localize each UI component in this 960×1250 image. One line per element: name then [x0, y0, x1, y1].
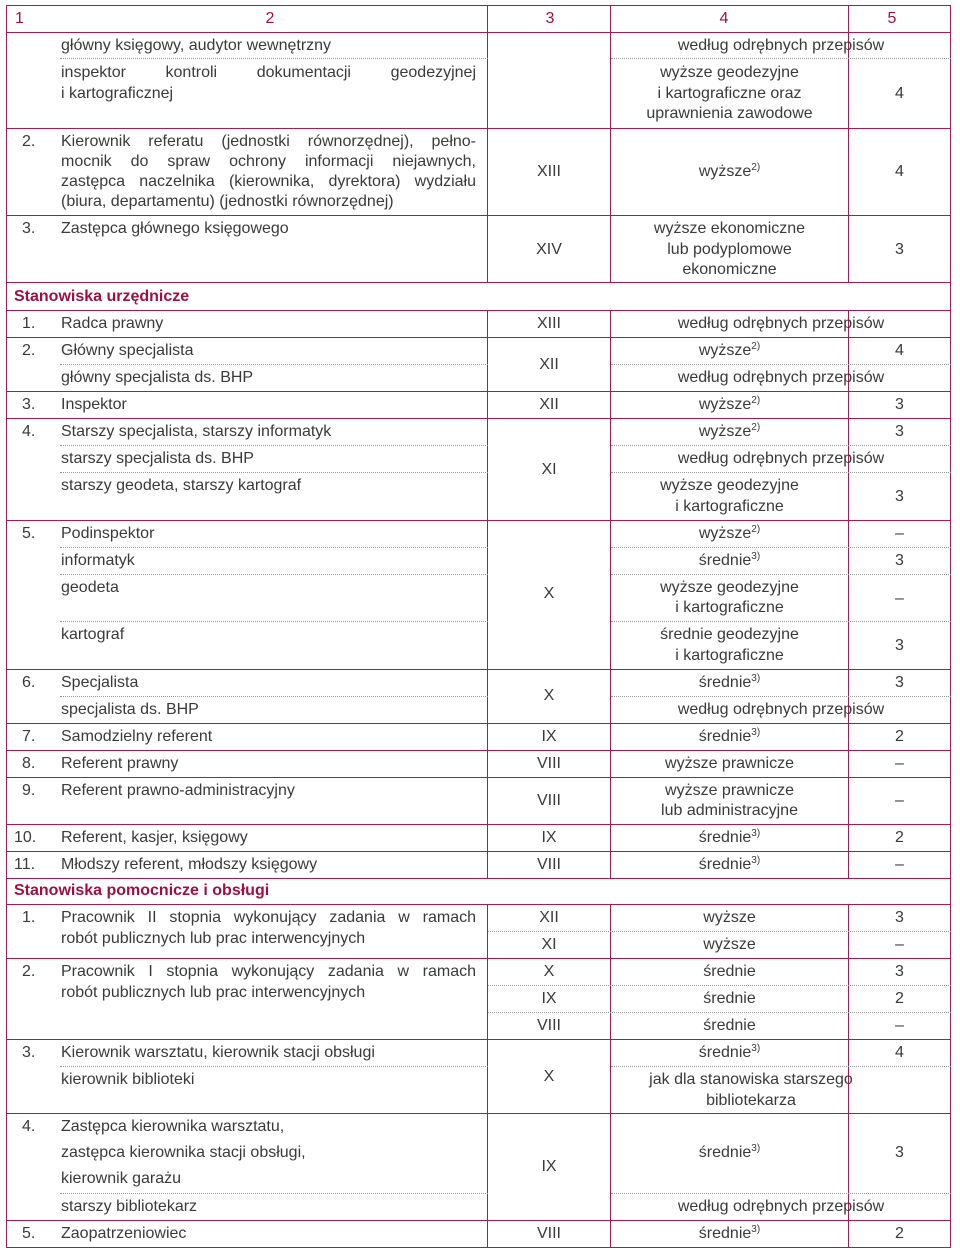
salary-category: VIII — [536, 856, 561, 873]
requirements: średnie — [703, 963, 756, 980]
requirements: średnie$^{3)}$ — [698, 828, 761, 846]
position-name: kierownik garażu — [61, 1170, 182, 1187]
salary-category: XII — [539, 356, 559, 373]
row-number: 8. — [22, 755, 36, 772]
position-name: robót publicznych lub prac interwencyjnych — [61, 930, 366, 947]
row-number: 10. — [14, 829, 37, 846]
position-name: Starszy specjalista, starszy informatyk — [61, 423, 332, 440]
position-name: Inspektor — [61, 396, 127, 413]
dotted-separator — [611, 58, 951, 59]
experience-years: 4 — [895, 342, 904, 359]
experience-years: 2 — [895, 990, 904, 1007]
row-number: 6. — [22, 674, 36, 691]
requirements: wyższe — [703, 936, 756, 953]
position-name: Specjalista — [61, 674, 139, 691]
requirements: wyższe geodezyjne — [660, 477, 799, 494]
table-border-top — [6, 5, 951, 6]
position-name: Referent prawny — [61, 755, 179, 772]
position-name: geodeta — [61, 579, 119, 596]
position-name: zastępca naczelnika (kierownika, dyrektora) wydziału — [61, 173, 476, 190]
dotted-separator — [611, 547, 951, 548]
experience-years: – — [895, 792, 904, 809]
row-number: 1. — [22, 315, 36, 332]
position-name: zastępca kierownika stacji obsługi, — [61, 1144, 306, 1161]
row-number: 4. — [22, 423, 36, 440]
requirements: według odrębnych przepisów — [677, 369, 885, 386]
row-border — [6, 723, 951, 724]
position-name: (biura, departamentu) (jednostki równorzędnej) — [61, 193, 394, 210]
salary-category: XIII — [536, 163, 561, 180]
salary-category: XII — [539, 396, 559, 413]
requirements: średnie$^{3)}$ — [698, 727, 761, 745]
position-name: Pracownik II stopnia wykonujący zadania w ramach — [61, 909, 476, 926]
position-name: inspektor kontroli dokumentacji geodezyjnej — [61, 64, 476, 81]
requirements: wyższe prawnicze — [665, 755, 794, 772]
column-header-1: 1 — [15, 10, 24, 27]
section-heading: Stanowiska urzędnicze — [14, 288, 190, 305]
requirements: wyższe prawnicze — [665, 782, 794, 799]
salary-category: IX — [541, 990, 557, 1007]
requirements: według odrębnych przepisów — [677, 450, 885, 467]
dotted-separator — [611, 364, 951, 365]
requirements: wyższe geodezyjne — [660, 579, 799, 596]
position-name: informatyk — [61, 552, 135, 569]
requirements: bibliotekarza — [706, 1092, 796, 1109]
requirements: i kartograficzne — [675, 498, 784, 515]
row-border — [6, 669, 951, 670]
experience-years: – — [895, 590, 904, 607]
dotted-separator — [611, 1066, 951, 1067]
column-header-5: 5 — [887, 10, 897, 27]
dotted-separator — [611, 472, 951, 473]
position-name: Główny specjalista — [61, 342, 194, 359]
row-border — [6, 824, 951, 825]
salary-category: XI — [541, 461, 557, 478]
row-number: 3. — [22, 220, 36, 237]
row-border — [6, 750, 951, 751]
position-name: starszy geodeta, starszy kartograf — [61, 477, 302, 494]
salary-category: X — [543, 687, 555, 704]
dotted-separator — [611, 1193, 951, 1194]
requirements: wyższe$^{2)}$ — [698, 395, 761, 413]
position-name: Młodszy referent, młodszy księgowy — [61, 856, 318, 873]
requirements: lub administracyjne — [661, 802, 798, 819]
row-border — [6, 851, 951, 852]
dotted-separator — [611, 445, 951, 446]
salary-category: XI — [541, 936, 557, 953]
requirements: średnie$^{3)}$ — [698, 1043, 761, 1061]
experience-years: 4 — [895, 1044, 904, 1061]
requirements: średnie — [703, 1017, 756, 1034]
salary-category: IX — [541, 829, 557, 846]
column-header-4: 4 — [719, 10, 729, 27]
position-name: Samodzielny referent — [61, 728, 213, 745]
requirements: wyższe ekonomiczne — [653, 220, 806, 237]
section-heading: Stanowiska pomocnicze i obsługi — [14, 882, 270, 899]
position-name: główny specjalista ds. BHP — [61, 369, 254, 386]
section-border — [6, 904, 951, 905]
dotted-separator — [60, 621, 488, 622]
dotted-separator — [488, 931, 951, 932]
table-border-left — [6, 5, 7, 1247]
dotted-separator — [60, 364, 488, 365]
experience-years: 3 — [895, 909, 904, 926]
section-border — [6, 215, 951, 216]
requirements: według odrębnych przepisów — [677, 701, 885, 718]
experience-years: 3 — [895, 1144, 904, 1161]
requirements: jak dla stanowiska starszego — [649, 1071, 853, 1088]
dotted-separator — [60, 1193, 488, 1194]
position-name: główny księgowy, audytor wewnętrzny — [61, 37, 332, 54]
section-border — [6, 282, 951, 283]
position-name: Zaopatrzeniowiec — [61, 1225, 187, 1242]
requirements: według odrębnych przepisów — [677, 315, 885, 332]
experience-years: – — [895, 856, 904, 873]
section-border — [6, 128, 951, 129]
requirements: wyższe$^{2)}$ — [698, 422, 761, 440]
experience-years: 3 — [895, 674, 904, 691]
row-number: 2. — [22, 342, 36, 359]
dotted-separator — [60, 1066, 488, 1067]
requirements: średnie$^{3)}$ — [698, 673, 761, 691]
position-name: Kierownik referatu (jednostki równorzędnej), pełno- — [61, 133, 476, 150]
requirements: średnie$^{3)}$ — [698, 1143, 761, 1161]
requirements: i kartograficzne — [675, 647, 784, 664]
requirements: średnie$^{3)}$ — [698, 855, 761, 873]
row-border — [6, 391, 951, 392]
requirements: wyższe geodezyjne — [660, 64, 799, 81]
position-name: Radca prawny — [61, 315, 164, 332]
requirements: średnie — [703, 990, 756, 1007]
salary-category: XIII — [536, 315, 561, 332]
dotted-separator — [60, 58, 488, 59]
table-border-bottom — [6, 1247, 951, 1248]
row-number: 2. — [22, 133, 36, 150]
row-number: 11. — [14, 856, 36, 873]
column-header-3: 3 — [545, 10, 555, 27]
requirements: i kartograficzne oraz — [657, 85, 802, 102]
row-number: 3. — [22, 396, 36, 413]
dotted-separator — [611, 621, 951, 622]
dotted-separator — [611, 574, 951, 575]
row-number: 4. — [22, 1118, 36, 1135]
salary-category: XIV — [536, 241, 562, 258]
dotted-separator — [60, 547, 488, 548]
column-header-2: 2 — [265, 10, 275, 27]
requirements: według odrębnych przepisów — [677, 1198, 885, 1215]
experience-years: 3 — [895, 552, 904, 569]
experience-years: 3 — [895, 241, 904, 258]
section-border — [6, 310, 951, 311]
row-number: 1. — [22, 909, 36, 926]
dotted-separator — [60, 472, 488, 473]
row-number: 9. — [22, 782, 36, 799]
experience-years: – — [895, 1017, 904, 1034]
experience-years: 3 — [895, 963, 904, 980]
experience-years: 2 — [895, 829, 904, 846]
row-number: 3. — [22, 1044, 36, 1061]
position-name: Pracownik I stopnia wykonujący zadania w ramach — [61, 963, 476, 980]
requirements: według odrębnych przepisów — [677, 37, 885, 54]
table-border-right — [950, 5, 951, 1247]
experience-years: 2 — [895, 1225, 904, 1242]
salary-category: X — [543, 585, 555, 602]
dotted-separator — [60, 445, 488, 446]
requirements: wyższe$^{2)}$ — [698, 524, 761, 542]
dotted-separator — [488, 985, 951, 986]
position-name: kierownik biblioteki — [61, 1071, 195, 1088]
salary-category: XII — [539, 909, 559, 926]
requirements: wyższe$^{2)}$ — [698, 341, 761, 359]
row-border — [6, 520, 951, 521]
salary-category: X — [543, 963, 555, 980]
position-name: Zastępca kierownika warsztatu, — [61, 1118, 285, 1135]
row-border — [6, 1220, 951, 1221]
salary-category: X — [543, 1068, 555, 1085]
row-number: 5. — [22, 525, 36, 542]
salary-category: IX — [541, 728, 557, 745]
salary-category: VIII — [536, 1225, 561, 1242]
row-number: 5. — [22, 1225, 36, 1242]
experience-years: – — [895, 525, 904, 542]
dotted-separator — [611, 696, 951, 697]
header-bottom-border — [6, 32, 951, 33]
row-border — [6, 958, 951, 959]
requirements: ekonomiczne — [682, 261, 777, 278]
dotted-separator — [60, 696, 488, 697]
position-name: Podinspektor — [61, 525, 155, 542]
position-name: Zastępca głównego księgowego — [61, 220, 289, 237]
requirements: wyższe$^{2)}$ — [698, 162, 761, 180]
experience-years: 3 — [895, 637, 904, 654]
row-number: 7. — [22, 728, 36, 745]
salary-category: IX — [541, 1158, 557, 1175]
position-name: robót publicznych lub prac interwencyjnych — [61, 984, 366, 1001]
position-name: mocnik do spraw ochrony informacji niejawnych, — [61, 153, 476, 170]
dotted-separator — [488, 1012, 951, 1013]
requirements: i kartograficzne — [675, 599, 784, 616]
salary-category: VIII — [536, 755, 561, 772]
requirements: wyższe — [703, 909, 756, 926]
experience-years: 4 — [895, 85, 904, 102]
row-border — [6, 1039, 951, 1040]
position-name: kartograf — [61, 626, 125, 643]
row-border — [6, 337, 951, 338]
dotted-separator — [60, 574, 488, 575]
position-name: Kierownik warsztatu, kierownik stacji obsługi — [61, 1044, 375, 1061]
requirements: uprawnienia zawodowe — [646, 105, 813, 122]
experience-years: – — [895, 755, 904, 772]
requirements: lub podyplomowe — [667, 241, 792, 258]
salary-category: VIII — [536, 792, 561, 809]
position-name: Referent, kasjer, księgowy — [61, 829, 248, 846]
experience-years: 2 — [895, 728, 904, 745]
position-name: starszy specjalista ds. BHP — [61, 450, 254, 467]
position-name: i kartograficznej — [61, 85, 174, 102]
position-name: Referent prawno-administracyjny — [61, 782, 295, 799]
experience-years: – — [895, 936, 904, 953]
position-name: starszy bibliotekarz — [61, 1198, 198, 1215]
salary-category: VIII — [536, 1017, 561, 1034]
position-name: specjalista ds. BHP — [61, 701, 199, 718]
experience-years: 3 — [895, 488, 904, 505]
requirements: średnie geodezyjne — [660, 626, 799, 643]
experience-years: 3 — [895, 423, 904, 440]
requirements: średnie$^{3)}$ — [698, 1224, 761, 1242]
row-border — [6, 878, 951, 879]
row-border — [6, 777, 951, 778]
requirements: średnie$^{3)}$ — [698, 551, 761, 569]
row-border — [6, 418, 951, 419]
experience-years: 3 — [895, 396, 904, 413]
row-number: 2. — [22, 963, 36, 980]
row-border — [6, 1113, 951, 1114]
experience-years: 4 — [895, 163, 904, 180]
